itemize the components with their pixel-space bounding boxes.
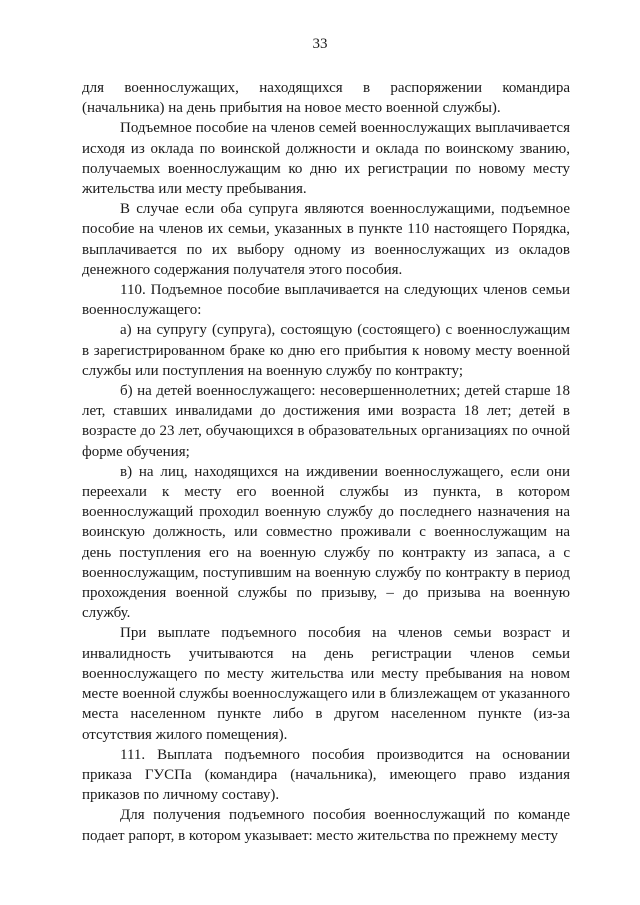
paragraph-6: б) на детей военнослужащего: несовершеннолетних; детей старше 18 лет, ставших инвалидами до достижения ими возраста 18 лет; детей в возрасте до 23 лет, обучающихся в образовательных организациях по очной форме обучения; xyxy=(82,383,570,460)
paragraph-2: Подъемное пособие на членов семей военнослужащих выплачивается исходя из оклада по воинской должности и оклада по воинскому званию, получаемых военнослужащим ко дню их регистрации по новому месту жительства или месту пребывания. xyxy=(82,120,570,198)
paragraph-4: 110. Подъемное пособие выплачивается на следующих членов семьи военнослужащего: xyxy=(82,282,570,319)
paragraph-9: 111. Выплата подъемного пособия производится на основании приказа ГУСПа (командира (начальника), имеющего право издания приказов по личному составу). xyxy=(82,746,570,804)
paragraph-5: а) на супругу (супруга), состоящую (состоящего) с военнослужащим в зарегистрированном браке ко дню его прибытия к новому месту военной службы или поступления на военную службу по контракту; xyxy=(82,322,570,379)
paragraph-3: В случае если оба супруга являются военнослужащими, подъемное пособие на членов их семьи, указанных в пункте 110 настоящего Порядка, выплачивается по их выбору одному из военнослужащих из окладов денежного содержания получателя этого пособия. xyxy=(82,201,570,278)
paragraph-7: в) на лиц, находящихся на иждивении военнослужащего, если они переехали к месту его военной службы из пункта, в котором военнослужащий проходил военную службу до последнего назначения на воинскую должность, или совместно проживали с военнослужащим на день поступления его на военную службу по контракту из запаса, а с военнослужащим, поступившим на военную службу по контракту в период прохождения военной службы по призыву, – до призыва на военную службу. xyxy=(82,463,570,622)
paragraph-8: При выплате подъемного пособия на членов семьи возраст и инвалидность учитываются на день регистрации членов семьи военнослужащего по месту жительства или месту пребывания на новом месте военной службы военнослужащего или в близлежащем от указанного места населенном пункте либо в другом населенном пункте (из-за отсутствия жилого помещения). xyxy=(82,625,570,743)
paragraph-1: для военнослужащих, находящихся в распоряжении командира (начальника) на день прибытия на новое место военной службы). xyxy=(82,80,570,117)
paragraph-10: Для получения подъемного пособия военнослужащий по команде подает рапорт, в котором указывает: место жительства по прежнему месту xyxy=(82,807,570,844)
page-number: 33 xyxy=(312,36,328,52)
document-body xyxy=(82,78,570,846)
